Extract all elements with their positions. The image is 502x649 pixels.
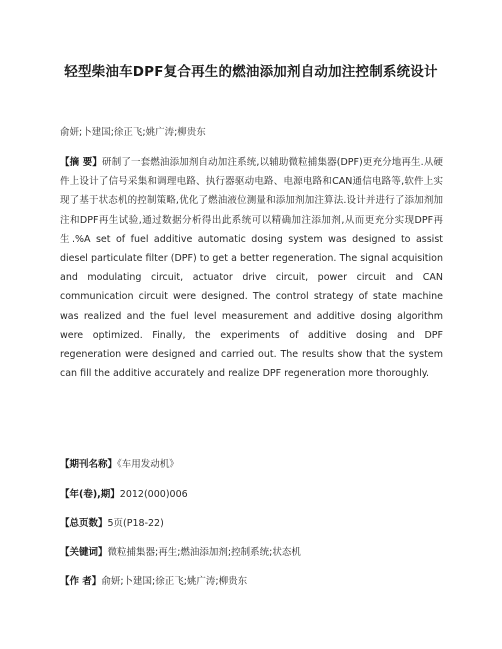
pages-value: 5页(P18-22) — [107, 518, 164, 529]
year-issue-label: 【年(卷),期】 — [60, 489, 120, 500]
journal-field — [60, 456, 179, 470]
author-value: 俞妍;卜建国;徐正飞;姚广涛;柳贵东 — [101, 576, 248, 587]
pages-field — [60, 515, 164, 529]
keywords-label: 【关键词】 — [60, 547, 108, 558]
paper-title: 轻型柴油车DPF复合再生的燃油添加剂自动加注控制系统设计 — [64, 64, 438, 80]
year-issue-field — [60, 486, 188, 500]
abstract-text: 研制了一套燃油添加剂自动加注系统,以辅助微粒捕集器(DPF)更充分地再生.从硬件上设计了信号采集和调理电路、执行器驱动电路、电源电路和CAN通信电路等,软件上实现了基于状态机的控制策略,优化了燃油液位测量和添加剂加注算法.设计并进行了添加剂加注和DPF再生试验,通过数据分析得出此系统可以精确加注添加剂,从而更充分实现DPF再生.%A set of fuel additive automatic dosing system was designed to assist diesel particulate filter (DPF) to get a better regeneration. The signal acquisition and modulating circuit, actuator drive circuit, power circuit and CAN communication circuit were designed. The control strategy of state machine was realized and the fuel level measurement and additive dosing algorithm were optimized. Finally, the experiments of additive dosing and DPF regeneration were designed and carried out. The results show that the system can fill the additive accurately and realize DPF regeneration more thoroughly. — [60, 157, 443, 380]
keywords-field — [60, 544, 301, 558]
pages-label: 【总页数】 — [60, 518, 108, 529]
author-field — [60, 573, 247, 587]
journal-label: 【期刊名称】 — [60, 459, 118, 470]
abstract-label: 【摘 要】 — [60, 157, 103, 168]
author-label: 【作 者】 — [60, 576, 102, 587]
year-issue-value: 2012(000)006 — [119, 489, 188, 500]
authors-line: 俞妍;卜建国;徐正飞;姚广涛;柳贵东 — [60, 127, 206, 138]
keywords-value: 微粒捕集器;再生;燃油添加剂;控制系统;状态机 — [107, 547, 301, 558]
abstract-section — [60, 153, 443, 383]
journal-value: 《车用发动机》 — [117, 459, 179, 470]
